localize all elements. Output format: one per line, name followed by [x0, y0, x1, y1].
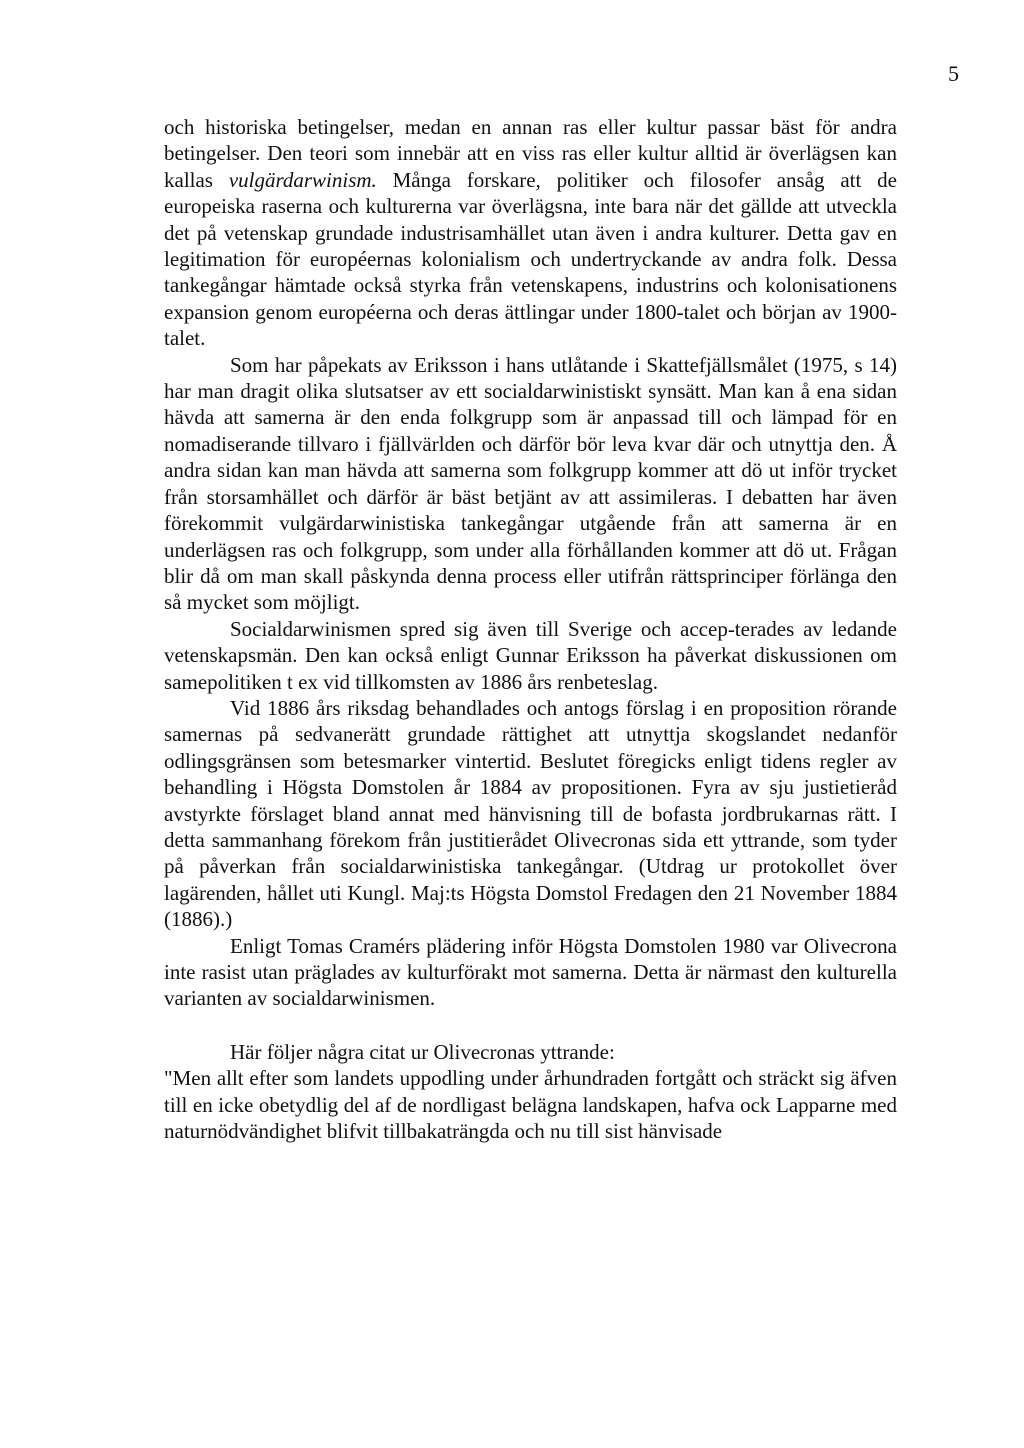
document-body	[164, 114, 897, 1144]
quote-block: "Men allt efter som landets uppodling under århundraden fortgått och sträckt sig äfven till en icke obetydlig del af de nordligast belägna landskapen, hafva ock Lapparne med naturnödvändighet blifvit tillbakaträngda och nu till sist hänvisade	[164, 1066, 897, 1144]
paragraph-1-end: Många forskare, politiker och filosofer ansåg att de europeiska raserna och kulturerna var överlägsna, inte bara när det gällde att utveckla det på vetenskap grundade industrisamhället utan även i andra kulturer. Detta gav en legitimation för européernas kolonialism och undertryckande av andra folk. Dessa tankegångar hämtade också styrka från vetenskapens, industrins och kolonisationens expansion genom européerna och deras ättlingar under 1800-talet och början av 1900-talet.	[164, 167, 897, 351]
paragraph-4: Vid 1886 års riksdag behandlades och antogs förslag i en proposition rörande samernas på sedvanerätt grundade rättighet att utnyttja skogslandet nedanför odlingsgränsen som betesmarker vintertid. Beslutet föregicks enligt tidens regler av behandling i Högsta Domstolen år 1884 av propositionen. Fyra av sju justietieråd avstyrkte förslaget bland annat med hänvisning till de bofasta jordbrukarnas rätt. I detta sammanhang förekom från justitierådet Olivecronas sida ett yttrande, som tyder på påverkan från socialdarwinistiska tankegångar. (Utdrag ur protokollet över lagärenden, hållet uti Kungl. Maj:ts Högsta Domstol Fredagen den 21 November 1884 (1886).)	[164, 695, 897, 932]
quote-intro: Här följer några citat ur Olivecronas yttrande:	[230, 1039, 615, 1064]
paragraph-3: Socialdarwinismen spred sig även till Sverige och accep-terades av ledande vetenskapsmän. Den kan också enligt Gunnar Eriksson ha påverkat diskussionen om samepolitiken t ex vid tillkomsten av 1886 års renbeteslag.	[164, 616, 897, 694]
term-vulgardarwinism: vulgärdarwinism.	[228, 167, 377, 192]
paragraph-2: Som har påpekats av Eriksson i hans utlåtande i Skattefjällsmålet (1975, s 14) har man dragit olika slutsatser av ett socialdarwinistiskt synsätt. Man kan å ena sidan hävda att samerna är den enda folkgrupp som är anpassad till och lämpad för en nomadiserande tillvaro i fjällvärlden och därför bör leva kvar där och utnyttja den. Å andra sidan kan man hävda att samerna som folkgrupp kommer att dö ut inför trycket från storsamhället och därför är bäst betjänt av att assimileras. I debatten har även förekommit vulgärdarwinistiska tankegångar utgående från att samerna är en underlägsen ras och folkgrupp, som under alla förhållanden kommer att dö ut. Frågan blir då om man skall påskynda denna process eller utifrån rättsprinciper förlänga den så mycket som möjligt.	[164, 352, 897, 615]
paragraph-1-start: och historiska betingelser, medan en annan ras eller kultur passar bäst för andra betingelser. Den teori som innebär att en viss ras eller kultur alltid är överlägsen kan kallas	[164, 115, 897, 192]
paragraph-5: Enligt Tomas Cramérs plädering inför Högsta Domstolen 1980 var Olivecrona inte rasist utan präglades av kulturförakt mot samerna. Detta är närmast den kulturella varianten av socialdarwinismen.	[164, 933, 897, 1011]
paragraph-1	[164, 114, 897, 352]
page-number: 5	[948, 61, 959, 86]
